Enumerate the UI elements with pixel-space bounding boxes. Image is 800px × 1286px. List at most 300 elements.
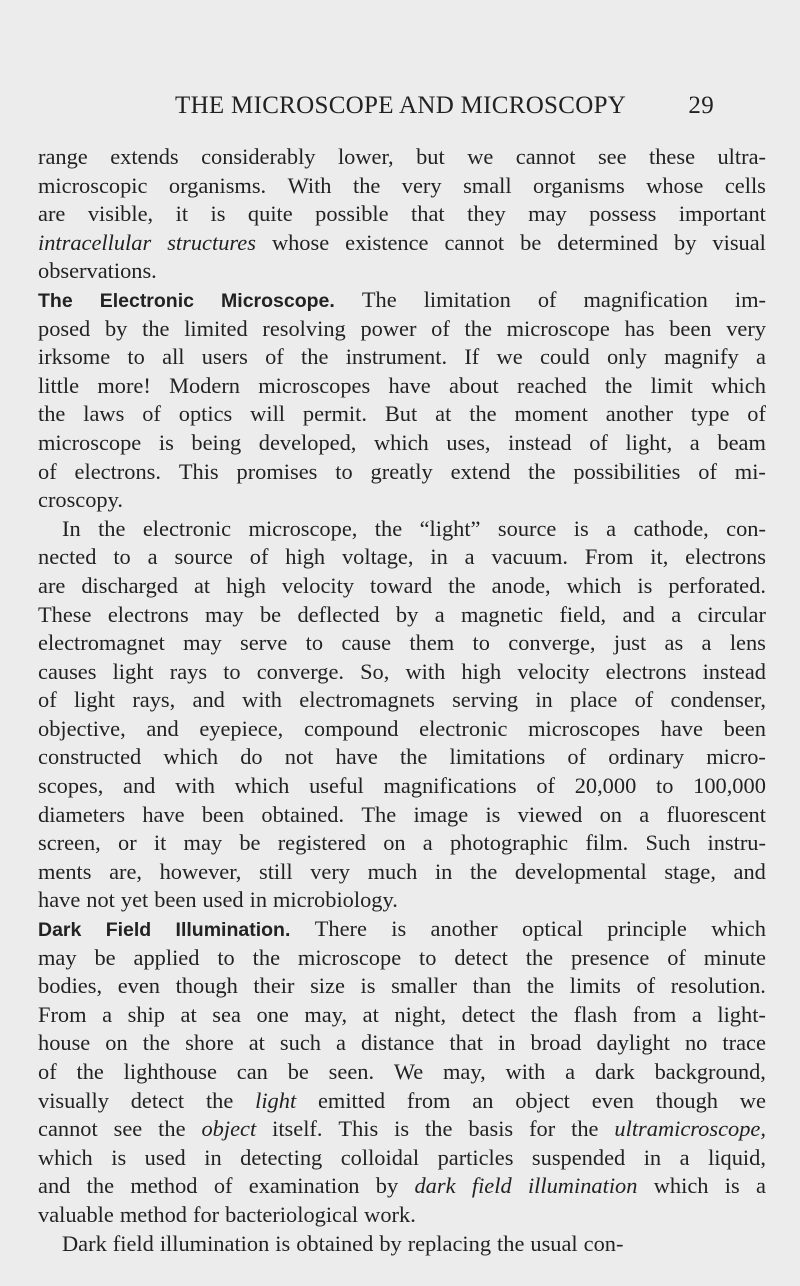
word (38, 572, 65, 601)
word (167, 229, 256, 258)
word-text: ments (38, 858, 92, 884)
word-text: diameters (38, 801, 126, 827)
word (260, 601, 281, 630)
word (756, 343, 766, 372)
word (113, 658, 154, 687)
word-text: compound (303, 715, 399, 741)
word-text: detect (130, 1087, 185, 1113)
word-text: type (690, 401, 730, 427)
word (143, 1029, 170, 1058)
word-text: observations. (38, 258, 157, 284)
word-text: With (287, 172, 332, 198)
word-text: even (591, 1087, 634, 1113)
word-text: however, (159, 858, 242, 884)
word-text: with (175, 773, 215, 799)
word-text: con- (726, 515, 766, 541)
word (557, 229, 658, 258)
word (272, 1115, 322, 1144)
word-text: Modern (169, 372, 240, 398)
word-text: the (38, 401, 66, 427)
word (296, 1230, 373, 1259)
word-text: of (536, 773, 555, 799)
word-text: fluorescent (666, 801, 766, 827)
word-text: cannot (515, 144, 576, 169)
word (118, 829, 137, 858)
word-text: possible (315, 201, 389, 227)
word (363, 1001, 379, 1030)
word (607, 915, 687, 944)
word (651, 372, 693, 401)
word-text: instru- (707, 830, 766, 856)
word-text: we (739, 1087, 766, 1113)
word-text: are (38, 201, 66, 227)
word (725, 1172, 740, 1201)
word-text: laws (83, 401, 125, 427)
word-text: from (632, 1001, 677, 1027)
word-text: their (253, 973, 295, 999)
word (685, 543, 766, 572)
word-text: viewed (517, 801, 583, 827)
word-text: detecting (240, 1144, 323, 1170)
text-line (38, 972, 766, 1001)
word-text: broad (530, 1030, 582, 1056)
word (38, 172, 147, 201)
word (391, 915, 406, 944)
word (485, 801, 500, 830)
word (597, 1029, 670, 1058)
word (143, 515, 231, 544)
text-line (38, 1029, 766, 1058)
word-text: do (240, 744, 263, 770)
emphasis-word: dark (414, 1173, 456, 1199)
word-text: by (379, 1230, 402, 1256)
word (249, 1172, 360, 1201)
word-text: of (698, 458, 717, 484)
word-text: electronic (419, 715, 508, 741)
word (595, 1058, 635, 1087)
text-line (38, 172, 766, 201)
word (179, 458, 219, 487)
word-text: circular (697, 601, 766, 627)
word (384, 772, 517, 801)
word-text: which (566, 572, 622, 598)
word (258, 372, 370, 401)
word-text: may (183, 830, 223, 856)
word-text: principle (607, 916, 687, 942)
word (724, 715, 766, 744)
word-text: the (469, 858, 498, 884)
word (574, 515, 589, 544)
word-text: minute (703, 944, 766, 970)
word-text: no (684, 1030, 708, 1056)
word-text: house (38, 1030, 91, 1056)
word (235, 772, 290, 801)
word-text: of (38, 687, 57, 713)
word (310, 858, 350, 887)
word (622, 601, 654, 630)
word (203, 886, 244, 915)
word-text: detect (454, 944, 508, 970)
word-text: to (127, 344, 145, 370)
word-text: electrons (605, 658, 687, 684)
word (249, 515, 358, 544)
word-text: the (98, 515, 126, 541)
word-text: In (62, 515, 81, 541)
word-text: is (394, 1116, 410, 1142)
word (361, 801, 396, 830)
word-text: We (393, 1059, 424, 1084)
word-text: be (287, 1059, 309, 1084)
text-line (38, 601, 766, 630)
word-text: about (449, 372, 499, 398)
word (118, 972, 160, 1001)
word-text: registered (277, 830, 366, 856)
word (226, 572, 266, 601)
word-text: of (667, 944, 686, 970)
word (38, 915, 81, 944)
word-text: the (448, 572, 476, 598)
word (38, 886, 80, 915)
word-text: them (409, 630, 455, 656)
word-text: source (174, 544, 233, 570)
word-text: condenser, (670, 687, 766, 713)
word-text: may (183, 630, 222, 656)
word (217, 944, 234, 973)
word-text: Dark (62, 1230, 107, 1256)
word (698, 601, 766, 630)
word (38, 858, 91, 887)
text-line (38, 915, 766, 944)
word (400, 743, 427, 772)
word (120, 1201, 187, 1230)
word (259, 858, 293, 887)
word-text: field (112, 1230, 154, 1256)
word (175, 772, 215, 801)
word-text: of (634, 687, 654, 713)
word-text: by (674, 229, 697, 255)
word (38, 343, 110, 372)
word-text: the (301, 344, 329, 370)
word (361, 1029, 434, 1058)
word-text: is (158, 429, 174, 455)
text-line (38, 829, 766, 858)
text-line (38, 572, 766, 601)
word (100, 286, 194, 315)
word-text: visible, (87, 201, 154, 227)
word-text: organisms. (168, 172, 267, 198)
word-text: may (205, 601, 244, 627)
word-text: to (305, 630, 324, 656)
word (679, 200, 766, 229)
word (666, 801, 765, 830)
word-text: screen, (38, 830, 101, 856)
word (645, 829, 690, 858)
word-text: could (539, 344, 590, 370)
word (703, 658, 766, 687)
word-text: electrons (107, 601, 189, 627)
word (405, 658, 445, 687)
word (376, 1172, 398, 1201)
word-text: in (434, 858, 453, 884)
word-text: whose (271, 229, 330, 255)
word-text: a (565, 1059, 576, 1084)
word (237, 458, 318, 487)
word-text: obtained (296, 1230, 374, 1256)
word-text: they (467, 201, 506, 227)
word-text: at (435, 401, 452, 427)
word (38, 1144, 93, 1173)
word (691, 400, 730, 429)
word (206, 1087, 233, 1116)
word-text: electronic (142, 515, 232, 541)
word (130, 1172, 197, 1201)
word (38, 601, 91, 630)
word-text: which (711, 372, 766, 398)
word-text: night, (394, 1001, 447, 1027)
word-text: in (204, 1144, 222, 1170)
word (734, 858, 766, 887)
word (237, 1058, 268, 1087)
word (38, 1058, 57, 1087)
word (299, 686, 435, 715)
word (708, 829, 766, 858)
word (185, 1029, 234, 1058)
emphasis-word: intracellular (38, 229, 152, 255)
word-text: organisms (533, 172, 625, 198)
word (318, 1087, 385, 1116)
word-text: detect (461, 1001, 516, 1027)
word (132, 686, 175, 715)
word (371, 458, 433, 487)
word-text: serve (240, 630, 288, 656)
word-text: croscopy. (38, 487, 123, 513)
word-text: From (584, 544, 634, 570)
section-heading-word: Microscope. (221, 289, 335, 312)
word (661, 715, 703, 744)
word-text: con- (583, 1230, 624, 1256)
word (106, 915, 152, 944)
word (585, 543, 634, 572)
word (526, 944, 553, 973)
word (163, 743, 218, 772)
word (280, 1029, 321, 1058)
word-text: a (464, 544, 475, 570)
word-text: suspended (531, 1144, 626, 1170)
word-text: on (383, 830, 406, 856)
word (416, 143, 445, 172)
word (176, 972, 238, 1001)
word-text: visually (38, 1087, 109, 1113)
word-text: to (113, 544, 131, 570)
word (275, 1230, 290, 1259)
word-text: presence (571, 944, 650, 970)
word (467, 143, 493, 172)
word-text: the (142, 1030, 171, 1056)
word-text: But (384, 401, 418, 427)
word (221, 286, 335, 315)
word-text: but (416, 144, 445, 169)
word (735, 458, 766, 487)
word (361, 972, 376, 1001)
word-text: sea (212, 1001, 241, 1027)
word (336, 743, 378, 772)
word-text: magnify (664, 344, 739, 370)
word-text: for (529, 1116, 556, 1142)
word (183, 629, 222, 658)
word (38, 743, 141, 772)
text-line (38, 1058, 766, 1087)
word (38, 1029, 90, 1058)
word (278, 829, 366, 858)
word-text: to (223, 658, 241, 684)
word (680, 1144, 690, 1173)
word-text: limitation (423, 286, 511, 312)
word (202, 801, 244, 830)
section-heading-word: Electronic (99, 289, 194, 312)
emphasis-word: field (471, 1173, 512, 1199)
word-text: whose (646, 172, 704, 198)
word (517, 372, 587, 401)
word (298, 944, 401, 973)
word-text: which (653, 1173, 709, 1199)
word-text: in (535, 687, 553, 713)
word-text: posed (38, 315, 91, 341)
text-line (38, 429, 766, 458)
word (142, 801, 184, 830)
word (394, 1001, 446, 1030)
word (654, 1172, 709, 1201)
word-text: high (461, 658, 502, 684)
word (250, 886, 267, 915)
word (109, 858, 142, 887)
word (473, 972, 512, 1001)
word (193, 686, 225, 715)
word (225, 1201, 358, 1230)
word (608, 743, 684, 772)
word (644, 1144, 661, 1173)
word-text: illumination (159, 1230, 270, 1256)
word-text: valuable (38, 1201, 114, 1227)
word (449, 743, 545, 772)
word (181, 1001, 197, 1030)
word (259, 429, 357, 458)
word (419, 715, 507, 744)
word-text: the (158, 1116, 186, 1142)
section-heading-word: Illumination. (175, 919, 291, 942)
word (413, 801, 468, 830)
word (451, 458, 511, 487)
word (199, 715, 283, 744)
word (668, 572, 766, 601)
text-line (38, 200, 766, 229)
word-text: light- (717, 1001, 766, 1027)
word (273, 886, 398, 915)
word (740, 1087, 766, 1116)
word-text: to (472, 630, 490, 656)
word (649, 143, 695, 172)
word (223, 658, 240, 687)
word (288, 172, 332, 201)
word-text: cannot (38, 1116, 98, 1142)
word-text: emitted (317, 1087, 386, 1113)
word-text: with (242, 687, 282, 713)
word-text: ordinary (608, 744, 685, 770)
word-text: which (234, 773, 290, 799)
word (726, 515, 766, 544)
word (239, 829, 260, 858)
word (711, 372, 766, 401)
word-text: a (755, 344, 766, 370)
word-text: of (265, 344, 284, 370)
word (396, 601, 418, 630)
word (191, 429, 241, 458)
word (38, 286, 73, 315)
word (635, 686, 654, 715)
word-text: users (201, 344, 248, 370)
word-text: the (86, 1173, 115, 1199)
word (584, 1230, 624, 1259)
word (154, 886, 196, 915)
word (255, 1087, 296, 1116)
word (575, 772, 637, 801)
word-text: electrons (685, 544, 766, 570)
word (364, 1201, 416, 1230)
word-text: the (528, 458, 556, 484)
word-text: as (664, 630, 684, 656)
word-text: we (467, 144, 494, 169)
text-line (38, 629, 766, 658)
word (646, 172, 703, 201)
word (162, 343, 184, 372)
text-line (38, 400, 766, 429)
word (717, 143, 766, 172)
word-text: lighthouse (123, 1059, 217, 1084)
word (184, 829, 223, 858)
word-text: the (525, 944, 554, 970)
word (257, 658, 344, 687)
word (38, 658, 96, 687)
word-text: resolving (262, 315, 346, 341)
word (341, 629, 391, 658)
word (38, 315, 90, 344)
word-text: been (154, 887, 197, 913)
word (725, 172, 766, 201)
word-text: bacteriological (225, 1201, 359, 1227)
word-text: The (361, 286, 397, 312)
word (527, 972, 554, 1001)
word-text: background, (654, 1059, 766, 1084)
word (600, 801, 622, 830)
word (491, 543, 567, 572)
word (536, 772, 555, 801)
word-text: at (248, 1030, 265, 1056)
word (97, 372, 150, 401)
word (756, 1172, 766, 1201)
word-text: been (723, 715, 766, 741)
word-text: with (505, 1059, 546, 1084)
word (470, 858, 497, 887)
word-text: existence (345, 229, 429, 255)
word-text: are (38, 572, 66, 598)
word (38, 1001, 87, 1030)
text-line (38, 715, 766, 744)
word (154, 829, 166, 858)
word-text: serving (452, 687, 519, 713)
word-text: which (374, 429, 429, 455)
word-text: not (284, 744, 314, 770)
word (370, 572, 432, 601)
word (160, 1230, 269, 1259)
